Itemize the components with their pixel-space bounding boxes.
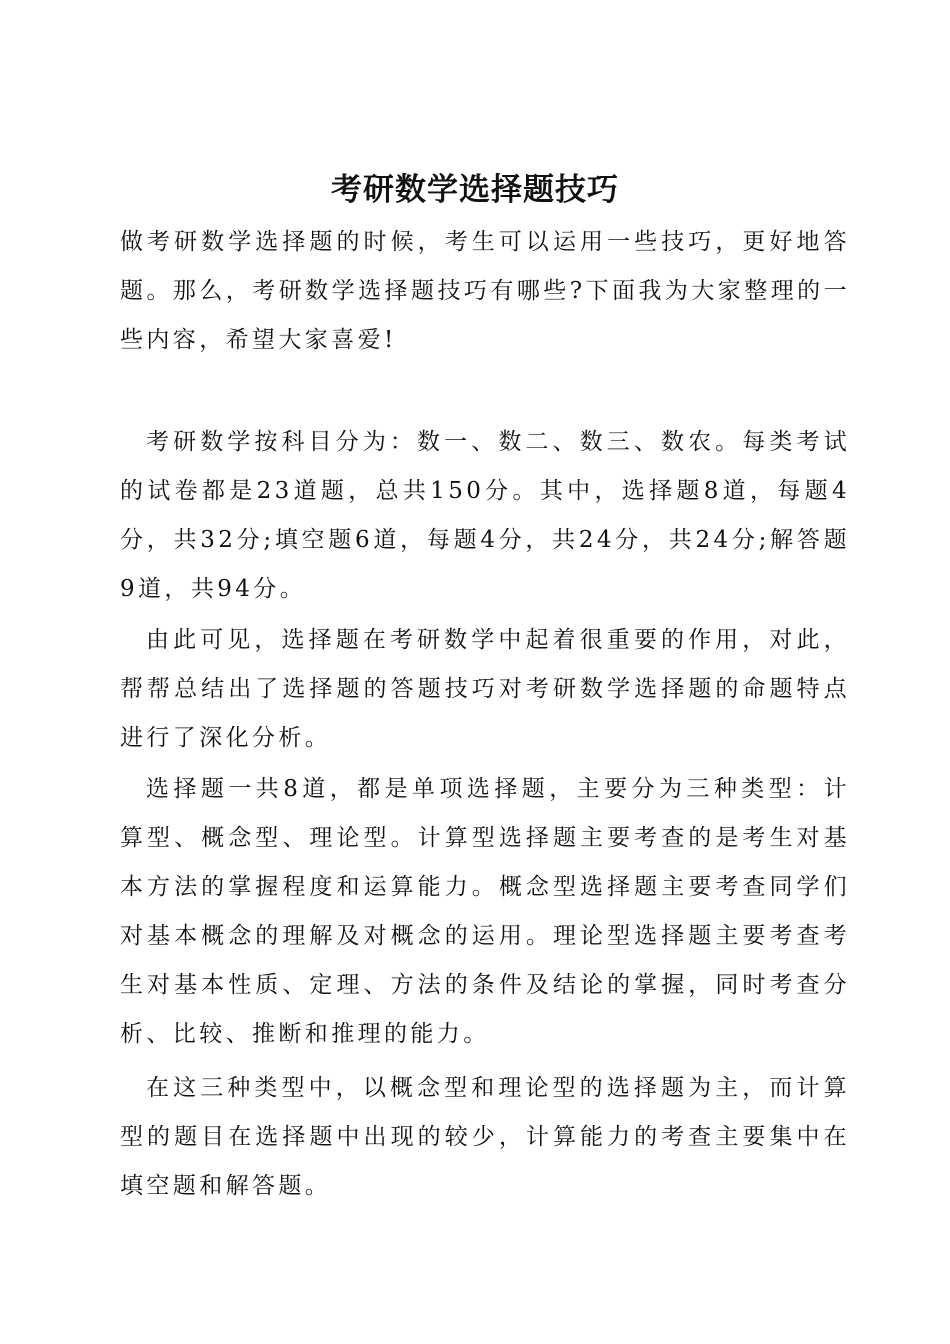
body-paragraph-1: 考研数学按科目分为：数一、数二、数三、数农。每类考试的试卷都是23道题，总共150分。其中，选择题8道，每题4分，共32分;填空题6道，每题4分，共24分，共24分;解答题9道，共94分。 — [120, 429, 850, 602]
body-paragraph-3: 选择题一共8道，都是单项选择题，主要分为三种类型：计算型、概念型、理论型。计算型选择题主要考查的是考生对基本方法的掌握程度和运算能力。概念型选择题主要考查同学们对基本概念的理解及对概念的运用。理论型选择题主要考查考生对基本性质、定理、方法的条件及结论的掌握，同时考查分析、比较、推断和推理的能力。 — [120, 776, 850, 1047]
body-paragraph-4: 在这三种类型中，以概念型和理论型的选择题为主，而计算型的题目在选择题中出现的较少，计算能力的考查主要集中在填空题和解答题。 — [120, 1075, 850, 1199]
intro-paragraph: 做考研数学选择题的时候，考生可以运用一些技巧，更好地答题。那么，考研数学选择题技巧有哪些?下面我为大家整理的一些内容，希望大家喜爱! — [120, 229, 850, 353]
body-paragraph-2: 由此可见，选择题在考研数学中起着很重要的作用，对此，帮帮总结出了选择题的答题技巧对考研数学选择题的命题特点进行了深化分析。 — [120, 627, 850, 751]
document-title: 考研数学选择题技巧 — [331, 171, 619, 208]
